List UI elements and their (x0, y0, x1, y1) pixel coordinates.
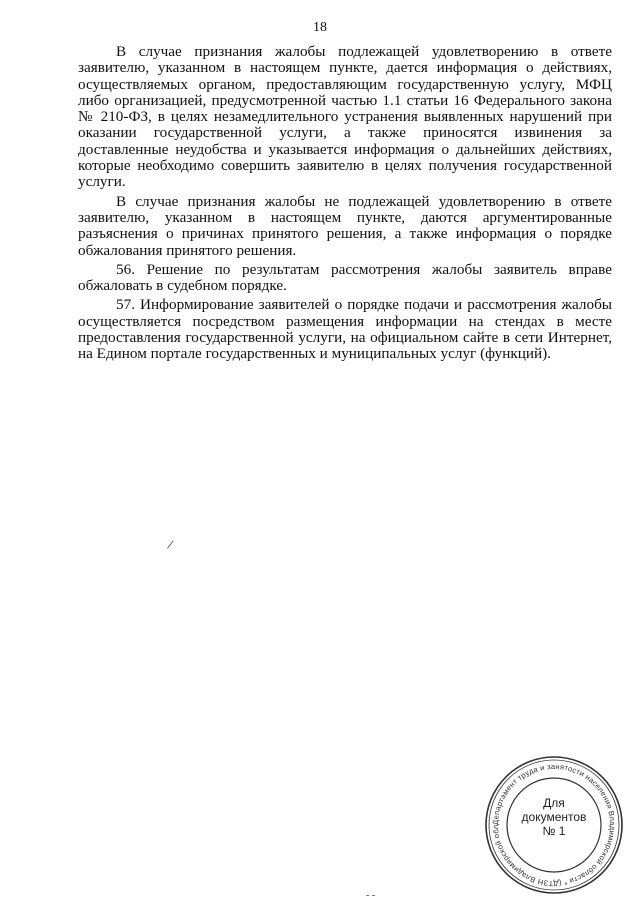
paragraph-57-informing: 57. Информирование заявителей о порядке подачи и рассмотрения жалобы осуществляется посредством размещения информации на стендах в месте предоставления государственной услуги, на официальном сайте в сети Интернет, на Едином портале государственных и муниципальных услуг (функций). (78, 296, 612, 363)
stamp-center-text (483, 796, 625, 838)
stamp-ring-text: Департамент труда и занятости населения Владимирской области * (ДТЗН Владимирской обл (490, 761, 618, 889)
stray-pen-mark: / (165, 537, 175, 554)
bottom-scan-mark: - - (366, 890, 376, 901)
paragraph-rejected-complaint: В случае признания жалобы не подлежащей удовлетворению в ответе заявителю, указанном в настоящем пункте, даются аргументированные разъяснения о причинах принятого решения, а также информация о порядке обжалования принятого решения. (78, 192, 612, 259)
stamp-line-3: № 1 (542, 824, 566, 838)
document-body (78, 44, 612, 366)
stamp-line-2: документов (521, 810, 587, 824)
stamp-line-1: Для (543, 796, 565, 810)
paragraph-satisfied-complaint: В случае признания жалобы подлежащей удовлетворению в ответе заявителю, указанном в настоящем пункте, дается информация о действиях, осуществляемых органом, предоставляющим государственную услугу, МФЦ либо организацией, предусмотренной частью 1.1 статьи 16 Федерального закона № 210-ФЗ, в целях незамедлительного устранения выявленных нарушений при оказании государственной услуги, а также приносятся извинения за доставленные неудобства и указывается информация о дальнейших действиях, которые необходимо совершить заявителю в целях получения государственной услуги. (78, 43, 612, 191)
paragraph-56-court-appeal: 56. Решение по результатам рассмотрения жалобы заявитель вправе обжаловать в судебном порядке. (78, 260, 612, 295)
page-number: 18 (313, 20, 327, 35)
official-stamp (483, 754, 625, 896)
